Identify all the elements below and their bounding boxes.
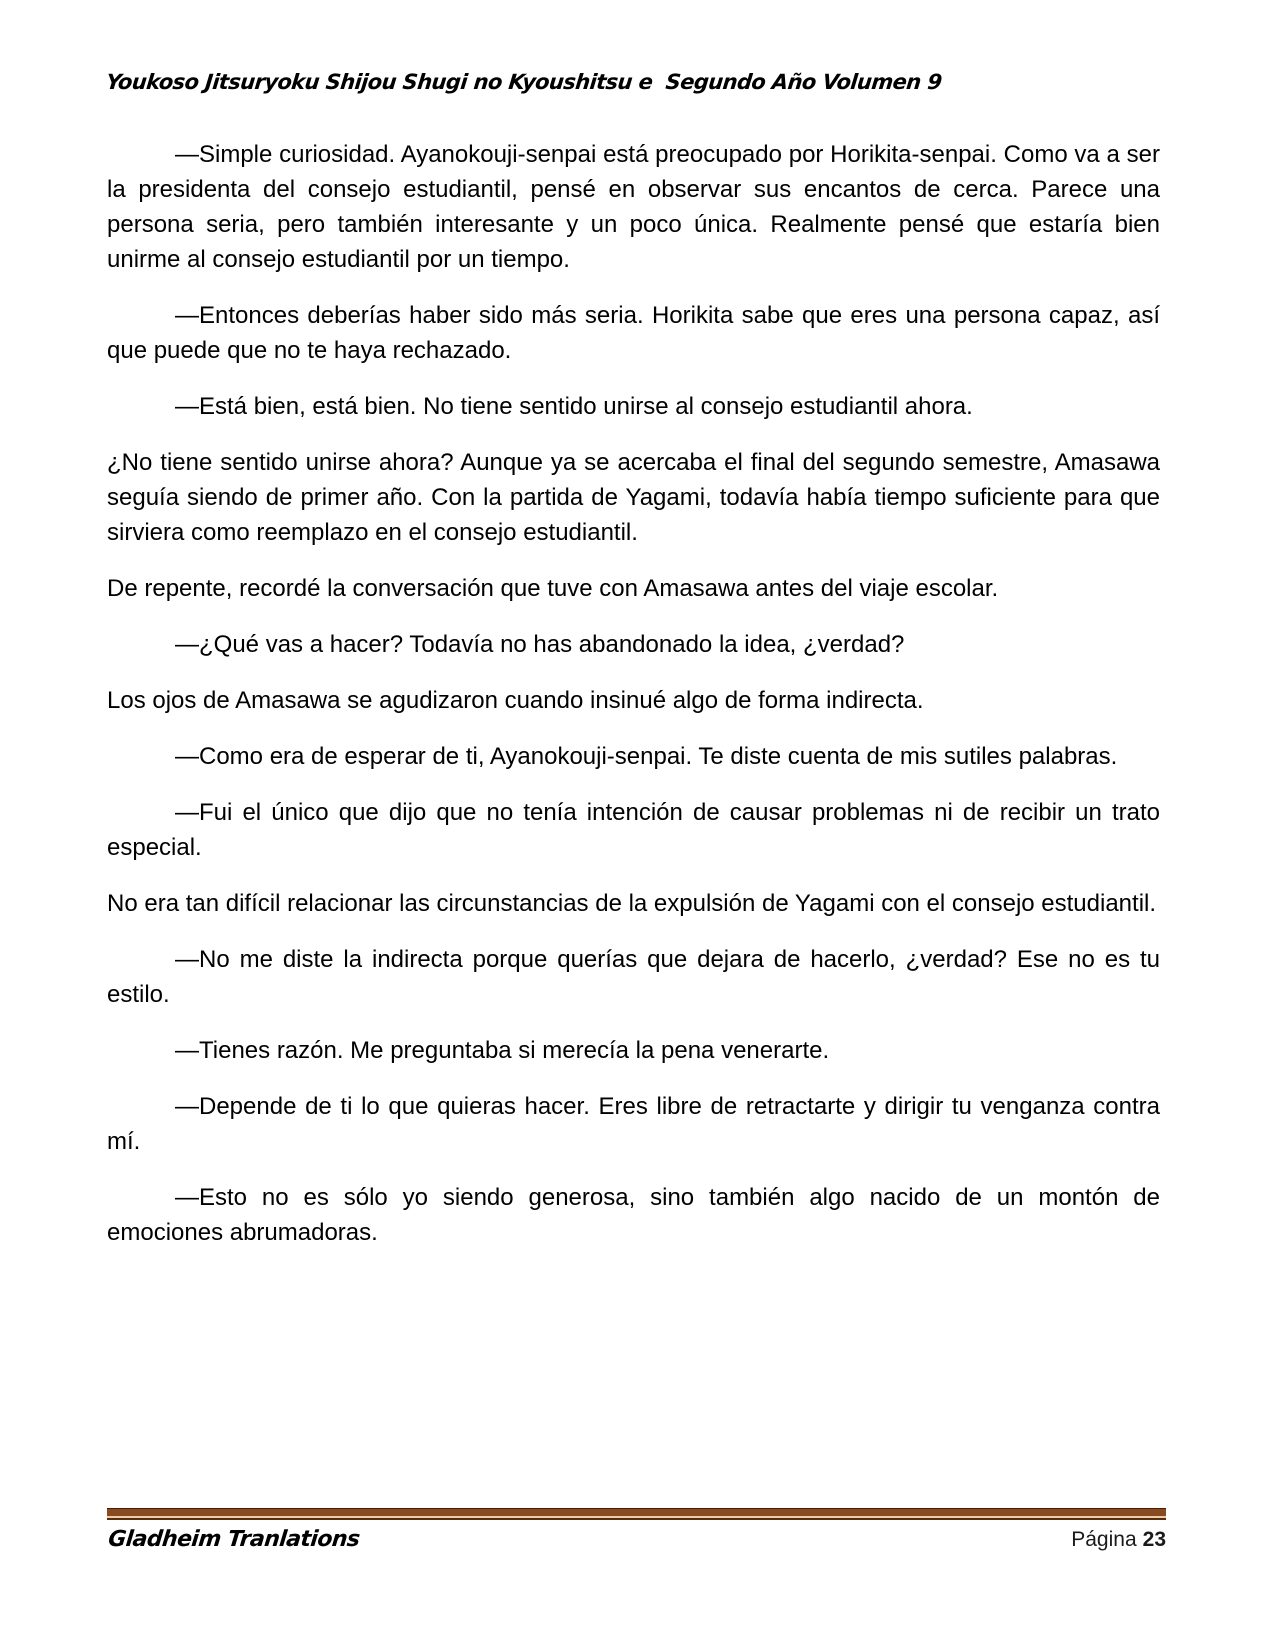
- document-title: Youkoso Jitsuryoku Shijou Shugi no Kyoushitsu e Segundo Año Volumen 9: [105, 70, 943, 94]
- footer-divider-thin-line: [107, 1518, 1166, 1520]
- paragraph: No era tan difícil relacionar las circunstancias de la expulsión de Yagami con el consejo estudiantil.: [107, 890, 1157, 917]
- page-number: [1071, 1528, 1166, 1552]
- document-body: [107, 137, 1160, 1271]
- paragraph: —Simple curiosidad. Ayanokouji-senpai está preocupado por Horikita-senpai. Como va a ser la presidenta del consejo estudiantil, pensé en observar sus encantos de cerca. Parece una persona seria, pero también interesante y un poco única. Realmente pensé que estaría bien unirme al consejo estudiantil por un tiempo.: [107, 141, 1160, 273]
- paragraph: ¿No tiene sentido unirse ahora? Aunque ya se acercaba el final del segundo semestre, Amasawa seguía siendo de primer año. Con la partida de Yagami, todavía había tiempo suficiente para que sirviera como reemplazo en el consejo estudiantil.: [107, 449, 1160, 546]
- page-number-label: Página: [1071, 1528, 1137, 1551]
- paragraph: —Tienes razón. Me preguntaba si merecía la pena venerarte.: [175, 1037, 830, 1064]
- footer-divider-thick-line: [107, 1508, 1166, 1516]
- paragraph: —Entonces deberías haber sido más seria. Horikita sabe que eres una persona capaz, así que puede que no te haya rechazado.: [107, 302, 1160, 364]
- page-header: [105, 70, 1165, 94]
- paragraph: —Fui el único que dijo que no tenía intención de causar problemas ni de recibir un trato especial.: [107, 799, 1160, 861]
- paragraph: —No me diste la indirecta porque querías que dejara de hacerlo, ¿verdad? Ese no es tu estilo.: [107, 946, 1160, 1008]
- paragraph: De repente, recordé la conversación que tuve con Amasawa antes del viaje escolar.: [107, 575, 999, 602]
- footer-row: [107, 1527, 1166, 1552]
- page-number-value: 23: [1142, 1528, 1166, 1551]
- translator-name: Gladheim Tranlations: [107, 1527, 361, 1552]
- paragraph: —¿Qué vas a hacer? Todavía no has abandonado la idea, ¿verdad?: [175, 631, 905, 658]
- paragraph: —Está bien, está bien. No tiene sentido unirse al consejo estudiantil ahora.: [175, 393, 973, 420]
- paragraph: —Esto no es sólo yo siendo generosa, sino también algo nacido de un montón de emociones abrumadoras.: [107, 1184, 1160, 1246]
- page-footer: [107, 1508, 1166, 1552]
- footer-divider: [107, 1508, 1166, 1520]
- paragraph: Los ojos de Amasawa se agudizaron cuando insinué algo de forma indirecta.: [107, 687, 924, 714]
- paragraph: —Depende de ti lo que quieras hacer. Eres libre de retractarte y dirigir tu venganza contra mí.: [107, 1093, 1160, 1155]
- paragraph: —Como era de esperar de ti, Ayanokouji-senpai. Te diste cuenta de mis sutiles palabras.: [175, 743, 1118, 770]
